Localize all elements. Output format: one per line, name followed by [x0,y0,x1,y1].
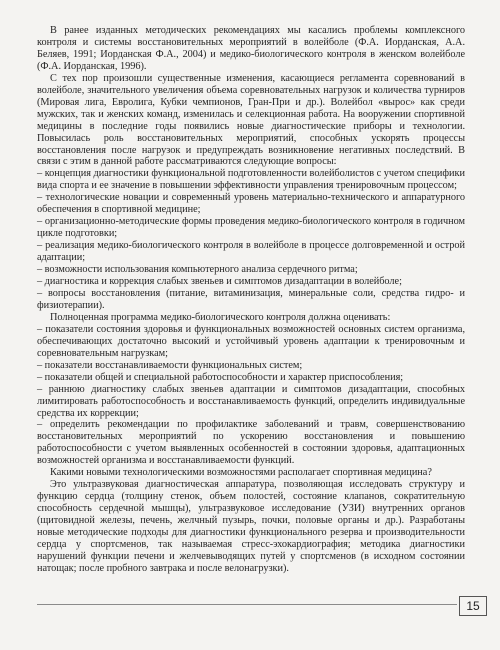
list-item: – реализация медико-биологического контроля в волейболе в процессе долговременной и острой адаптации; [37,240,465,264]
paragraph: Какими новыми технологическими возможностями располагает спортивная медицина? [50,467,432,479]
list-item: – технологические новации и современный уровень материально-технического и аппаратурного обеспечения в спортивной медицине; [37,192,465,216]
list-item: – возможности использования компьютерного анализа сердечного ритма; [37,264,358,276]
list-item: – диагностика и коррекция слабых звеньев и симптомов дизадаптации в волейболе; [37,276,402,288]
footer-rule [37,604,457,605]
paragraph: Полноценная программа медико-биологического контроля должна оценивать: [50,311,391,323]
paragraph: С тех пор произошли существенные изменения, касающиеся регламента соревнований в волейболе, значительного увеличения объема соревновательных нагрузок и количества турниров (Мировая лига, Евролига, Кубки чемпионов, Гран-При и др.). Волейбол «вырос» как среди мужских, так и женских команд, изменилась и селекционная работа. На вооружении спортивной медицины в последние годы появились новые диагностические приборы и технологии. Повысилась роль восстановительных мероприятий, способных ускорять процессы восстановления после нагрузок и предупреждать возникновение негативных последствий. В связи с этим в данной работе рассматриваются следующие вопросы: [37,72,465,168]
list-item: – показатели состояния здоровья и функциональных возможностей основных систем организма, обеспечивающих достаточно высокий и устойчивый уровень адаптации к тренировочным и соревновательным нагрузкам; [37,323,465,359]
body-text [37,25,465,575]
list-item: – показатели восстанавливаемости функциональных систем; [37,359,303,371]
list-item: – определить рекомендации по профилактике заболеваний и травм, совершенствованию восстановительных мероприятий по ускорению восстановления и повышению работоспособности с учетом выявленных особенностей в состоянии здоровья, адаптационных возможностей организма и восстанавливаемости функций. [37,419,465,467]
list-item: – концепция диагностики функциональной подготовленности волейболистов с учетом специфики вида спорта и ее значение в повышении эффективности управления тренировочным процессом; [37,168,465,192]
page-number: 15 [459,596,487,616]
list-item: – показатели общей и специальной работоспособности и характер приспособления; [37,371,404,383]
list-item: – раннюю диагностику слабых звеньев адаптации и симптомов дизадаптации, способных лимитировать работоспособность и восстанавливаемость функций, определить индивидуальные средства их коррекции; [37,383,465,419]
list-item: – вопросы восстановления (питание, витаминизация, минеральные соли, средства гидро- и физиотерапии). [37,287,465,311]
paragraph: В ранее изданных методических рекомендациях мы касались проблемы комплексного контроля и системы восстановительных мероприятий в волейболе (Ф.А. Иорданская, А.А. Беляев, 1991; Иорданская Ф.А., 2004) и медико-биологического контроля в женском волейболе (Ф.А. Иорданская, 1996). [37,25,465,72]
list-item: – организационно-методические формы проведения медико-биологического контроля в годичном цикле подготовки; [37,216,465,240]
paragraph: Это ультразвуковая диагностическая аппаратура, позволяющая исследовать структуру и функцию сердца (толщину стенок, объем полостей, состояние клапанов, сократительную способность сердечной мышцы), ультразвуковое исследование (УЗИ) внутренних органов (щитовидной железы, печень, желчный пузырь, почки, половые органы и др.). Разработаны новые методические подходы для диагностики функционального резерва и производительности сердца у спортсменов, так называемая стресс-эхокардиография; методика диагностики нарушений функции печени и желчевыводящих путей у спортсменов (в исходном состоянии натощак; после пробного завтрака и после велонагрузки). [37,479,465,574]
